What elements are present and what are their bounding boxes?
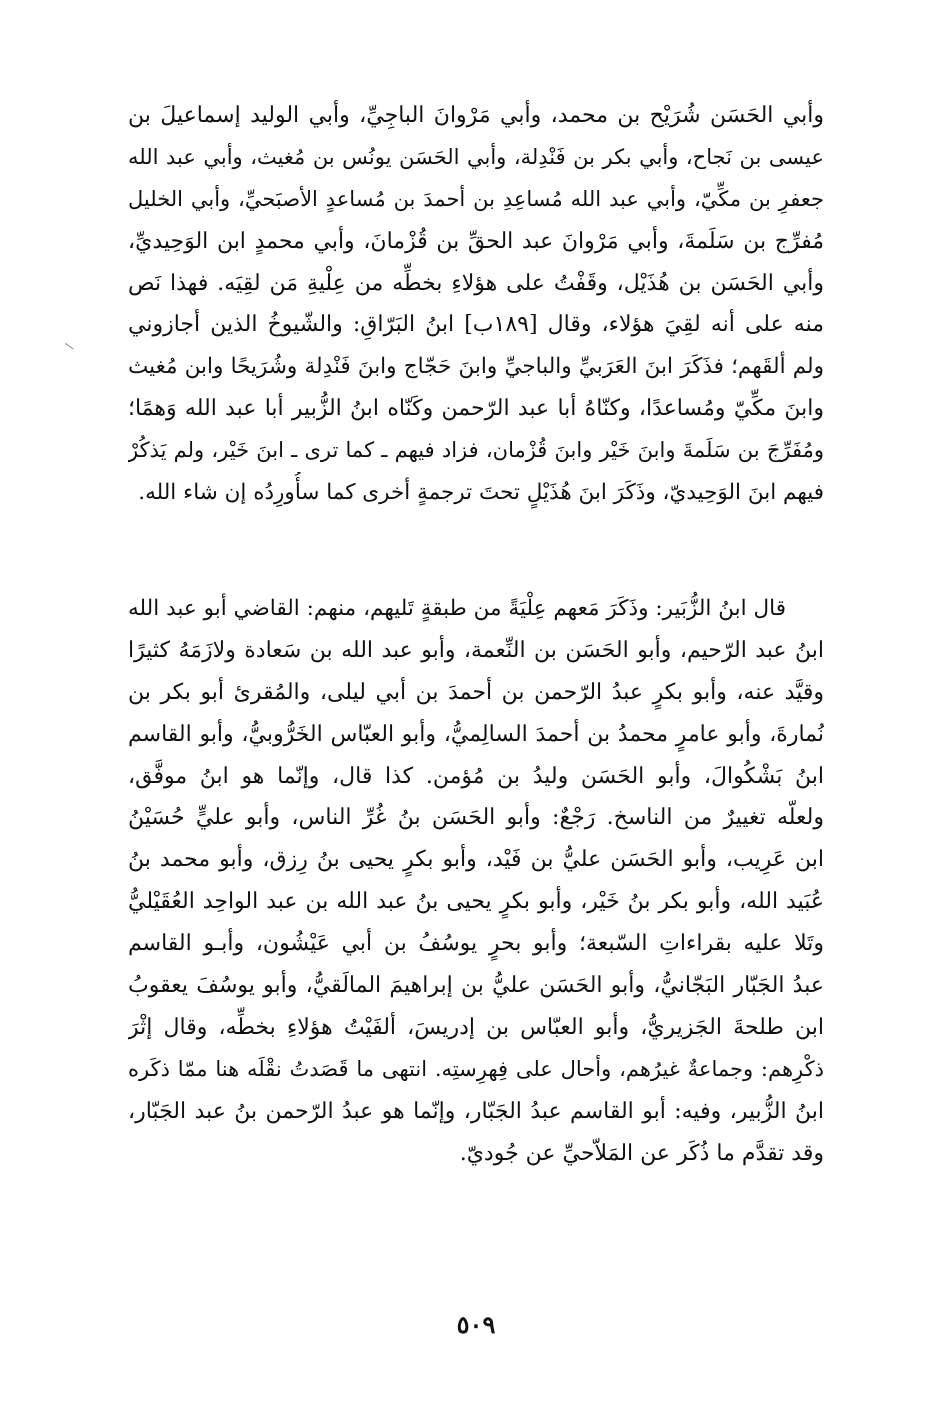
text-line: قال ابنُ الزُّبَير: وذَكَرَ مَعهم عِلْيَةً من طبقةٍ تَليهم، منهم: القاضي أبو عبد الله (128, 596, 786, 621)
text-line: ذكْرِهم: وجماعةٌ غيرُهم، وأحال على فِهرِستِه. انتهى ما قَصَدتُ نقْلَه هنا ممّا ذكَره (128, 1056, 824, 1081)
text-line: جعفرِ بن مكِّيّ، وأبي عبد الله مُساعِدِ بن أحمدَ بن مُساعدٍ الأصبَحيِّ، وأبي الخليل (128, 186, 824, 211)
margin-mark (60, 343, 73, 356)
text-line: وتَلا عليه بقراءاتِ السّبعة؛ وأبو بحرٍ يوسُفُ بن أبي عَيْشُون، وأبـو القاسم (128, 931, 824, 957)
text-line: عيسى بن نَجاح، وأبي بكر بن فَنْدِلة، وأبي الحَسَن يونُس بن مُغيث، وأبي عبد الله (128, 144, 824, 169)
text-line: عبدُ الجَبّار البَجّانيُّ، وأبو الحَسَن عليُّ بن إبراهيمَ المالَقيُّ، وأبو يوسُفَ يعقوبُ (128, 973, 824, 999)
text-line: وأبي الحَسَن بن هُذَيْل، وقَفْتُ على هؤلاءِ بخطِّه من عِلْيةِ مَن لقِيَه. فهذا نَص (128, 270, 824, 296)
text-line: ولعلّه تغييرٌ من الناسخ. رَجْعٌ: وأبو الحَسَن بنُ غُرِّ الناس، وأبو عليٍّ حُسَيْنُ (128, 805, 824, 831)
text-line: ابنُ بَشْكُوالَ، وأبو الحَسَن وليدُ بن مُؤمن. كذا قال، وإنّما هو ابنُ موفَّق، (128, 763, 824, 789)
text-line: ومُفَرِّجَ بن سَلَمةَ وابنَ خَيْر وابنَ قُزْمان، فزاد فيهم ـ كما ترى ـ ابنَ خَيْر، ولم يَذكُرْ (128, 438, 824, 463)
text-line: منه على أنه لقِيَ هؤلاء، وقال [١٨٩ب] ابنُ البَرّاقِ: والشّيوخُ الذين أجازوني (128, 312, 824, 338)
text-line: ولم ألقَهم؛ فذَكَرَ ابنَ العَرَبيِّ والباجيِّ وابنَ حَجّاج وابنَ فَنْدِلة وشُرَيحًا وابن مُغيث (128, 354, 824, 380)
text-line: ابنُ الزُّبير، وفيه: أبو القاسم عبدُ الجَبّار، وإنّما هو عبدُ الرّحمن بنُ عبد الجَبّار، (128, 1098, 824, 1124)
text-line: وأبي الحَسَن شُرَيْح بن محمد، وأبي مَرْوانَ الباجِيِّ، وأبي الوليد إسماعيلَ بن (128, 103, 824, 128)
text-line: ابنُ عبد الرّحيم، وأبو الحَسَن بن النِّعمة، وأبو عبد الله بن سَعادة ولازَمَهُ كثيرًا (128, 637, 824, 663)
page-number: ٥٠٩ (456, 1310, 496, 1339)
text-line: وقيَّد عنه، وأبو بكرٍ عبدُ الرّحمن بن أحمدَ بن أبي ليلى، والمُقرئ أبو بكر بن (128, 679, 824, 705)
text-line: عُبَيد الله، وأبو بكر بنُ خَيْر، وأبو بكرٍ يحيى بنُ عبد الله بن عبد الواحِد العُقَيْليُّ (128, 889, 824, 915)
paragraph-2 (128, 588, 824, 1174)
text-line: فيهم ابنَ الوَحِيديّ، وذَكَرَ ابنَ هُذَيْلٍ تحتَ ترجمةٍ أخرى كما سأُورِدُه إن شاء الله. (138, 480, 824, 506)
paragraph-1 (128, 95, 824, 514)
text-line: نُمارةَ، وأبو عامرٍ محمدُ بن أحمدَ السالِميُّ، وأبو العبّاس الخَرُّوبيُّ، وأبو القاسم (128, 721, 824, 747)
text-line: ابن عَرِيب، وأبو الحَسَن عليُّ بن فَيْد، وأبو بكرٍ يحيى بنُ رِزق، وأبو محمد بنُ (128, 847, 824, 873)
text-line: مُفرِّج بن سَلَمةَ، وأبي مَرْوانَ عبد الحقِّ بن قُزْمانَ، وأبي محمدٍ ابن الوَحِيديِّ، (128, 228, 824, 254)
text-line: وقد تقدَّم ما ذُكَر عن المَلاّحيِّ عن جُوديّ. (459, 1140, 824, 1166)
text-line: وابنَ مكِّيّ ومُساعدًا، وكنّاهُ أبا عبد الرّحمن وكَنّاه ابنُ الزُّبير أبا عبد الله وَهمًا؛ (128, 396, 824, 422)
text-line: ابن طلحةَ الجَزيريُّ، وأبو العبّاس بن إدريسَ، ألفَيْتُ هؤلاءِ بخطِّه، وقال إثْرَ (128, 1014, 824, 1040)
